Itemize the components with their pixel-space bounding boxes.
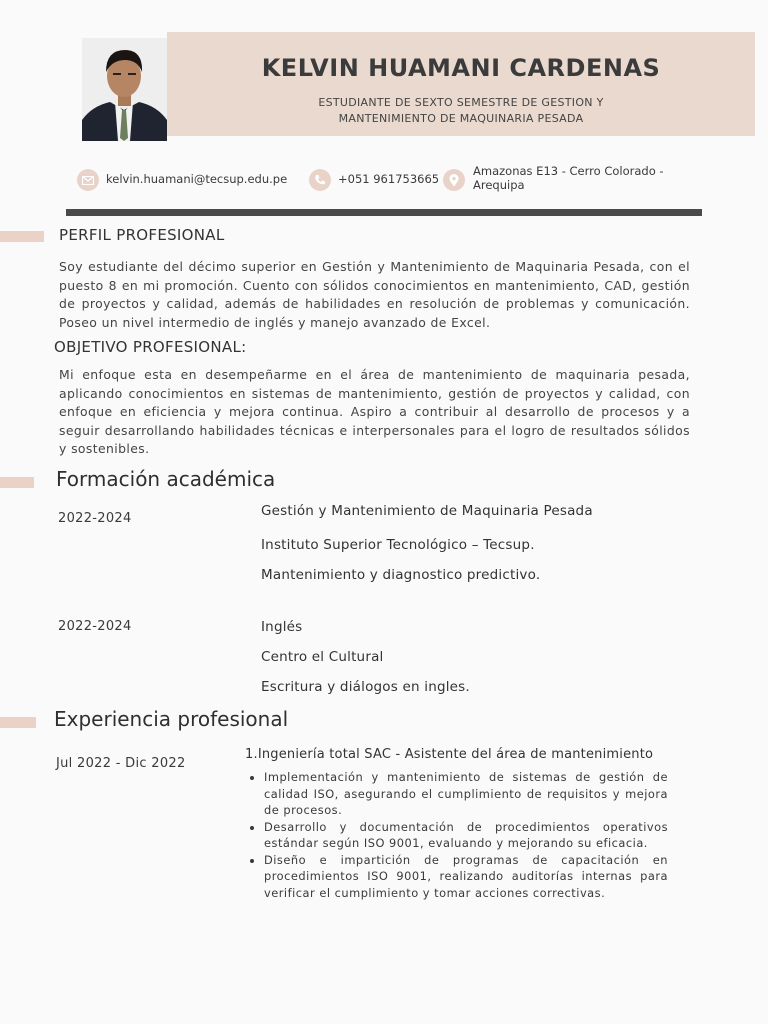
education-years: 2022-2024 xyxy=(58,511,132,526)
profile-photo-illustration xyxy=(82,38,167,141)
contact-phone[interactable]: +051 961753665 xyxy=(338,172,440,186)
subtitle-line-2: MANTENIMIENTO DE MAQUINARIA PESADA xyxy=(338,112,584,125)
job-title: Ingeniería total SAC - Asistente del área de mantenimiento xyxy=(257,747,654,762)
section-accent-bar xyxy=(0,717,36,728)
job-title-row xyxy=(245,747,653,762)
job-responsibilities xyxy=(248,769,668,901)
address-line-2: Arequipa xyxy=(473,178,525,192)
candidate-name: KELVIN HUAMANI CARDENAS xyxy=(261,54,661,82)
envelope-icon xyxy=(77,169,99,191)
perfil-text: Soy estudiante del décimo superior en Gestión y Mantenimiento de Maquinaria Pesada, con el puesto 8 en mi promoción. Cuento con sólidos conocimientos en mantenimiento, CAD, gestión de proyectos y calidad, además de habilidades en resolución de problemas y comunicación. Poseo un nivel intermedio de inglés y manejo avanzado de Excel. xyxy=(59,259,690,330)
contact-address xyxy=(473,164,664,192)
candidate-subtitle xyxy=(167,95,755,127)
list-item: • Implementación y mantenimiento de sistemas de gestión de calidad ISO, asegurando el cumplimiento de requisitos y mejora de procesos. xyxy=(264,769,668,819)
job-number: 1. xyxy=(245,747,258,762)
education-institution: Centro el Cultural xyxy=(261,649,384,665)
formacion-heading: Formación académica xyxy=(56,467,276,491)
list-item: • Desarrollo y documentación de procedimientos operativos estándar según ISO 9001, evaluando y mejorando su eficacia. xyxy=(264,819,668,852)
education-program: Inglés xyxy=(261,619,303,635)
section-accent-bar xyxy=(0,231,44,242)
header-divider xyxy=(66,209,702,216)
objetivo-text: Mi enfoque esta en desempeñarme en el área de mantenimiento de maquinaria pesada, aplicando conocimientos en sistemas de mantenimiento, gestión de proyectos y calidad, con enfoque en eficiencia y mejora continua. Aspiro a contribuir al desarrollo de procesos y a seguir desarrollando habilidades técnicas e interpersonales para el logro de resultados sólidos y sostenibles. xyxy=(59,367,690,456)
contact-email[interactable]: kelvin.huamani@tecsup.edu.pe xyxy=(106,172,288,186)
objetivo-heading: OBJETIVO PROFESIONAL: xyxy=(54,338,247,356)
section-accent-bar xyxy=(0,477,34,488)
subtitle-line-1: ESTUDIANTE DE SEXTO SEMESTRE DE GESTION Y xyxy=(318,96,604,109)
profile-photo xyxy=(82,38,167,141)
experience-period: Jul 2022 - Dic 2022 xyxy=(56,756,186,771)
perfil-heading: PERFIL PROFESIONAL xyxy=(59,226,225,244)
location-pin-icon xyxy=(443,169,465,191)
education-institution: Instituto Superior Tecnológico – Tecsup. xyxy=(261,537,535,553)
education-program: Gestión y Mantenimiento de Maquinaria Pesada xyxy=(261,503,593,519)
education-years: 2022-2024 xyxy=(58,619,132,634)
responsibility-list xyxy=(248,769,668,901)
phone-icon xyxy=(309,169,331,191)
education-detail: Escritura y diálogos en ingles. xyxy=(261,679,470,695)
list-item: • Diseño e impartición de programas de capacitación en procedimientos ISO 9001, realizando auditorías internas para verificar el cumplimiento y tomar acciones correctivas. xyxy=(264,852,668,902)
address-line-1: Amazonas E13 - Cerro Colorado - xyxy=(473,164,664,178)
education-detail: Mantenimiento y diagnostico predictivo. xyxy=(261,567,541,583)
experiencia-heading: Experiencia profesional xyxy=(54,707,289,731)
